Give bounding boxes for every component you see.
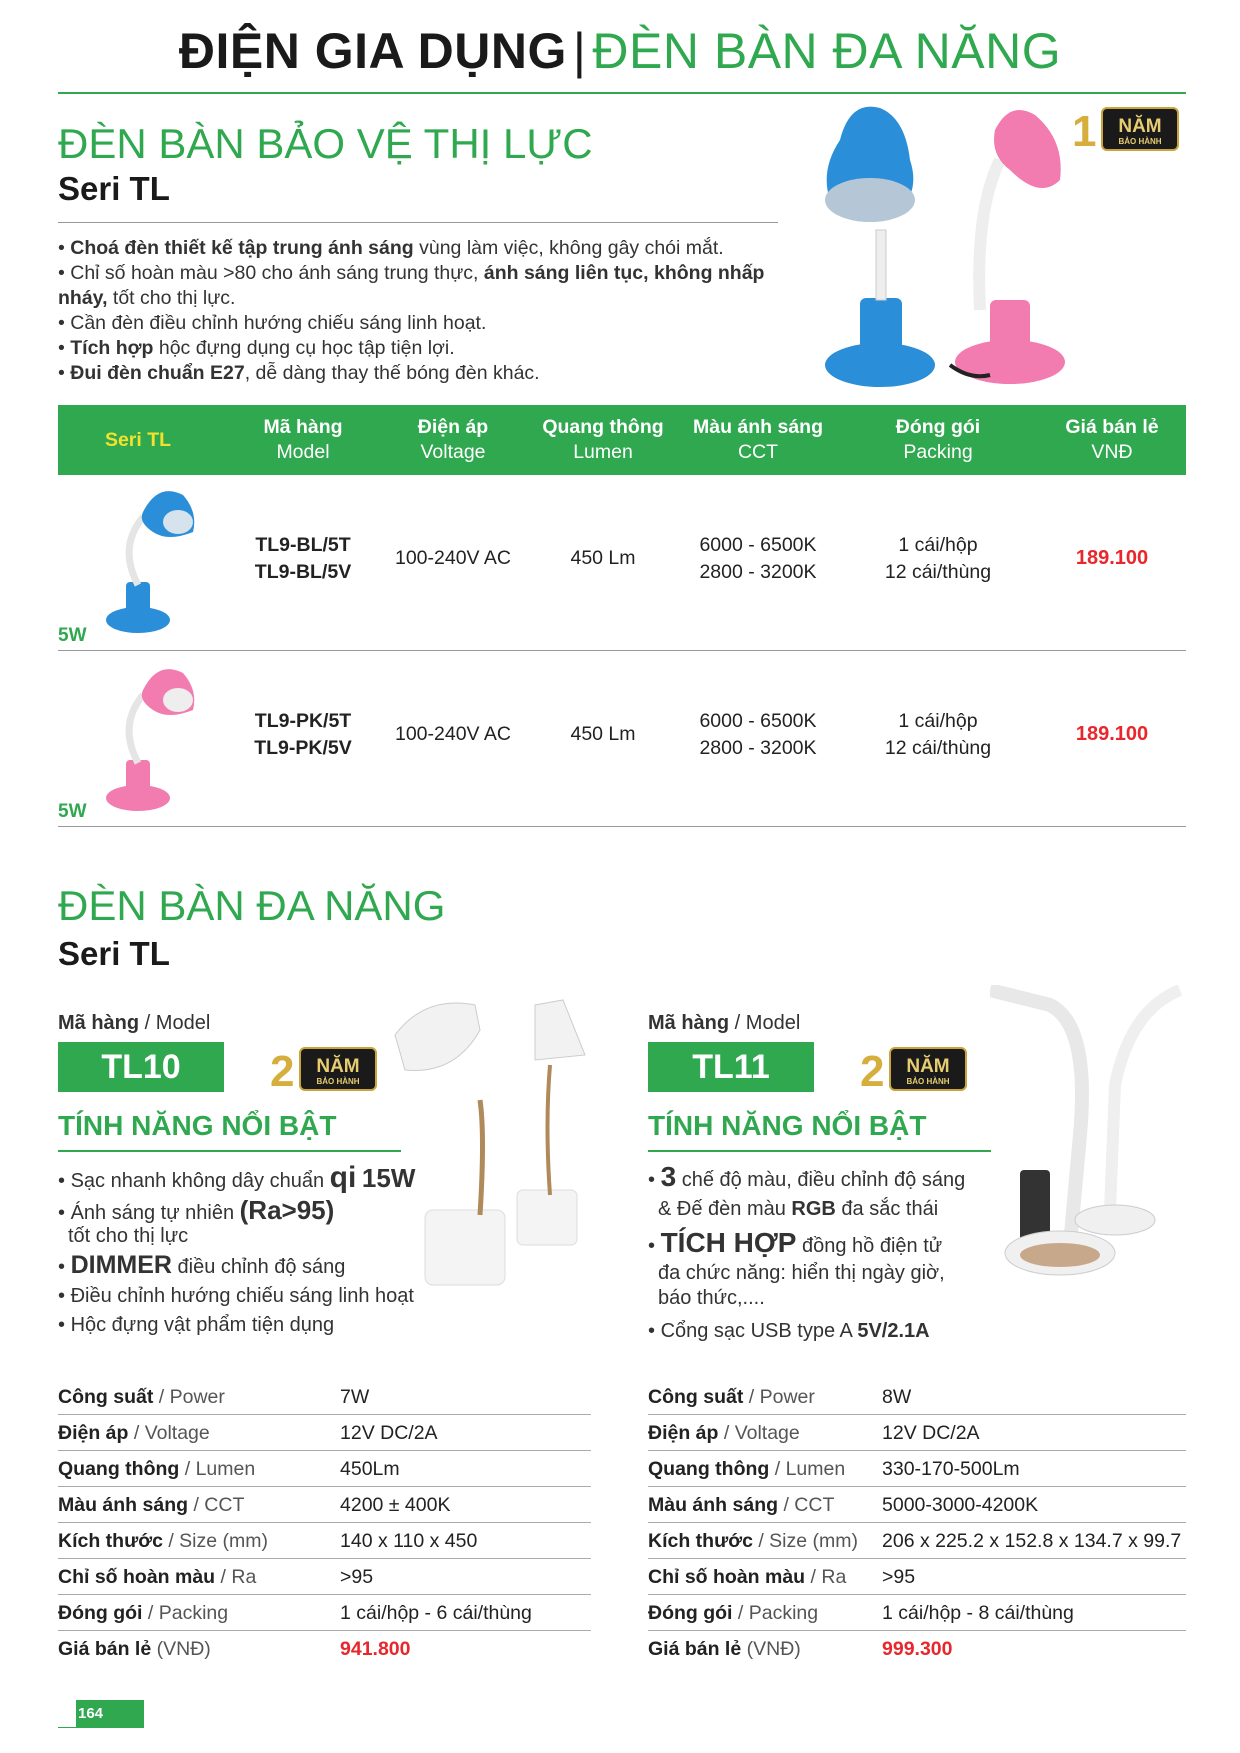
tl11-features-divider bbox=[648, 1150, 991, 1152]
spec-value: 1 cái/hộp - 6 cái/thùng bbox=[340, 1602, 532, 1624]
svg-text:NĂM: NĂM bbox=[1118, 116, 1162, 137]
svg-text:BẢO HÀNH: BẢO HÀNH bbox=[1118, 137, 1162, 146]
svg-text:2: 2 bbox=[270, 1047, 295, 1092]
th-voltage: Điện áp Voltage bbox=[417, 416, 489, 463]
warranty-number: 1 bbox=[1072, 107, 1097, 152]
svg-text:NĂM: NĂM bbox=[906, 1056, 950, 1077]
header-divider bbox=[58, 92, 1186, 94]
spec-value: 8W bbox=[882, 1386, 912, 1408]
spec-row bbox=[648, 1560, 1186, 1595]
spec-value: 330-170-500Lm bbox=[882, 1458, 1020, 1480]
bullet-3: • Cần đèn điều chỉnh hướng chiếu sáng linh hoạt. bbox=[58, 312, 487, 334]
section1-divider bbox=[58, 222, 778, 223]
product-table-header bbox=[58, 405, 1186, 475]
tl10-feature-2: • Ánh sáng tự nhiên (Ra>95) bbox=[58, 1195, 335, 1225]
tl11-feature-1: • 3 chế độ màu, điều chỉnh độ sáng bbox=[648, 1161, 966, 1192]
spec-key: Công suất / Power bbox=[58, 1386, 225, 1408]
tl10-model-label: Mã hàng / Model bbox=[58, 1012, 211, 1034]
svg-text:NĂM: NĂM bbox=[316, 1056, 360, 1077]
spec-value: >95 bbox=[882, 1566, 916, 1588]
lamp-thumbnail-blue bbox=[98, 477, 208, 637]
spec-value: 12V DC/2A bbox=[340, 1422, 438, 1444]
price-cell: 189.100 bbox=[1075, 547, 1149, 569]
warranty-badge-2-year bbox=[266, 1046, 378, 1092]
voltage-cell: 100-240V AC bbox=[394, 547, 511, 569]
section1-title: ĐÈN BÀN BẢO VỆ THỊ LỰC bbox=[58, 120, 593, 167]
spec-key: Kích thước / Size (mm) bbox=[58, 1530, 269, 1552]
spec-value: 450Lm bbox=[340, 1458, 400, 1480]
tl10-feature-2-line2: tốt cho thị lực bbox=[68, 1225, 189, 1247]
spec-key: Đóng gói / Packing bbox=[58, 1602, 229, 1624]
spec-value: 5000-3000-4200K bbox=[882, 1494, 1039, 1516]
spec-value: 7W bbox=[340, 1386, 370, 1408]
spec-key: Giá bán lẻ (VNĐ) bbox=[648, 1638, 801, 1660]
model-cell: TL9-PK/5T TL9-PK/5V bbox=[254, 710, 352, 759]
bullet-5: • Đui đèn chuẩn E27, dễ dàng thay thế bóng đèn khác. bbox=[58, 362, 540, 384]
tl10-model-badge: TL10 bbox=[58, 1042, 224, 1092]
tl10-feature-4: • Điều chỉnh hướng chiếu sáng linh hoạt bbox=[58, 1285, 414, 1307]
price-cell: 189.100 bbox=[1075, 723, 1149, 745]
tl10-features-title: TÍNH NĂNG NỔI BẬT bbox=[58, 1110, 337, 1141]
spec-value: 206 x 225.2 x 152.8 x 134.7 x 99.7 bbox=[882, 1530, 1182, 1552]
section1-series: Seri TL bbox=[58, 170, 170, 207]
spec-key: Công suất / Power bbox=[648, 1386, 815, 1408]
table-row bbox=[58, 475, 1186, 651]
spec-row bbox=[58, 1632, 591, 1666]
spec-row bbox=[648, 1524, 1186, 1559]
tl11-features bbox=[648, 1162, 1008, 1346]
page-number: 164 bbox=[76, 1700, 144, 1728]
svg-text:2: 2 bbox=[860, 1047, 885, 1092]
page-number-underline bbox=[58, 1727, 142, 1728]
spec-key: Chỉ số hoàn màu / Ra bbox=[58, 1566, 257, 1588]
section1-bullets bbox=[58, 236, 783, 386]
spec-row bbox=[648, 1452, 1186, 1487]
spec-row bbox=[58, 1488, 591, 1523]
tl11-model-label: Mã hàng / Model bbox=[648, 1012, 801, 1034]
section2-title: ĐÈN BÀN ĐA NĂNG bbox=[58, 882, 446, 929]
qi-icon: qi bbox=[329, 1161, 357, 1194]
tl11-feature-2: • TÍCH HỢP đồng hồ điện tử bbox=[648, 1227, 943, 1258]
header-subcategory: ĐÈN BÀN ĐA NĂNG bbox=[592, 23, 1062, 79]
packing-cell: 1 cái/hộp 12 cái/thùng bbox=[884, 534, 992, 583]
tl11-features-title: TÍNH NĂNG NỔI BẬT bbox=[648, 1110, 927, 1141]
tl11-feature-3: • Cổng sạc USB type A 5V/2.1A bbox=[648, 1320, 930, 1342]
section2-series: Seri TL bbox=[58, 935, 170, 972]
bullet-4: • Tích hợp hộc đựng dụng cụ học tập tiện lợi. bbox=[58, 337, 455, 359]
spec-row bbox=[648, 1416, 1186, 1451]
spec-row bbox=[58, 1596, 591, 1631]
bullet-1: • Choá đèn thiết kế tập trung ánh sáng vùng làm việc, không gây chói mắt. bbox=[58, 237, 724, 259]
page-header bbox=[0, 22, 1240, 80]
spec-value: 12V DC/2A bbox=[882, 1422, 980, 1444]
spec-row bbox=[58, 1524, 591, 1559]
tl10-feature-3: • DIMMER điều chỉnh độ sáng bbox=[58, 1251, 346, 1279]
spec-key: Màu ánh sáng / CCT bbox=[58, 1494, 245, 1516]
spec-value: 1 cái/hộp - 8 cái/thùng bbox=[882, 1602, 1074, 1624]
power-label: 5W bbox=[58, 801, 87, 822]
spec-row bbox=[648, 1380, 1186, 1415]
spec-key: Đóng gói / Packing bbox=[648, 1602, 819, 1624]
voltage-cell: 100-240V AC bbox=[394, 723, 511, 745]
spec-value: >95 bbox=[340, 1566, 374, 1588]
th-packing: Đóng gói Packing bbox=[895, 416, 981, 463]
spec-key: Điện áp / Voltage bbox=[648, 1422, 800, 1444]
tl11-feature-1-line2: & Đế đèn màu RGB đa sắc thái bbox=[658, 1198, 939, 1220]
spec-row bbox=[58, 1560, 591, 1595]
spec-key: Quang thông / Lumen bbox=[58, 1458, 256, 1480]
lumen-cell: 450 Lm bbox=[570, 723, 636, 745]
spec-key: Kích thước / Size (mm) bbox=[648, 1530, 859, 1552]
spec-key: Điện áp / Voltage bbox=[58, 1422, 210, 1444]
spec-value: 941.800 bbox=[340, 1638, 411, 1660]
th-model: Mã hàng Model bbox=[263, 416, 343, 463]
warranty-badge-1-year bbox=[1068, 106, 1180, 152]
header-category: ĐIỆN GIA DỤNG bbox=[178, 23, 567, 79]
spec-row bbox=[58, 1452, 591, 1487]
lamp-thumbnail-pink bbox=[98, 655, 208, 815]
spec-value: 999.300 bbox=[882, 1638, 953, 1660]
tl11-feature-2-line3: báo thức,.... bbox=[658, 1287, 765, 1309]
cct-cell: 6000 - 6500K 2800 - 3200K bbox=[699, 534, 817, 583]
spec-key: Màu ánh sáng / CCT bbox=[648, 1494, 835, 1516]
spec-row bbox=[58, 1416, 591, 1451]
lumen-cell: 450 Lm bbox=[570, 547, 636, 569]
hero-lamps-image bbox=[810, 100, 1070, 395]
tl10-features-divider bbox=[58, 1150, 401, 1152]
spec-row bbox=[648, 1488, 1186, 1523]
bullet-2: • Chỉ số hoàn màu >80 cho ánh sáng trung thực, ánh sáng liên tục, không nhấp nháy, tốt cho thị lực. bbox=[58, 262, 765, 309]
cct-cell: 6000 - 6500K 2800 - 3200K bbox=[699, 710, 817, 759]
tl10-feature-5: • Hộc đựng vật phẩm tiện dụng bbox=[58, 1314, 335, 1336]
th-seri: Seri TL bbox=[104, 429, 172, 451]
tl11-lamp-image bbox=[990, 985, 1188, 1285]
svg-text:BẢO HÀNH: BẢO HÀNH bbox=[316, 1077, 360, 1086]
spec-row bbox=[648, 1632, 1186, 1666]
spec-row bbox=[648, 1596, 1186, 1631]
th-price: Giá bán lẻ VNĐ bbox=[1065, 416, 1159, 463]
spec-value: 140 x 110 x 450 bbox=[340, 1530, 478, 1552]
spec-key: Giá bán lẻ (VNĐ) bbox=[58, 1638, 211, 1660]
th-lumen: Quang thông Lumen bbox=[542, 416, 664, 463]
spec-row bbox=[58, 1380, 591, 1415]
packing-cell: 1 cái/hộp 12 cái/thùng bbox=[884, 710, 992, 759]
tl10-feature-1: • Sạc nhanh không dây chuẩn qi 15W bbox=[58, 1161, 416, 1194]
header-separator: | bbox=[572, 23, 587, 79]
spec-key: Chỉ số hoàn màu / Ra bbox=[648, 1566, 847, 1588]
power-label: 5W bbox=[58, 625, 87, 646]
table-row bbox=[58, 651, 1186, 827]
svg-text:BẢO HÀNH: BẢO HÀNH bbox=[906, 1077, 950, 1086]
th-cct: Màu ánh sáng CCT bbox=[692, 416, 824, 463]
tl11-model-badge: TL11 bbox=[648, 1042, 814, 1092]
warranty-badge-2-year bbox=[856, 1046, 968, 1092]
spec-value: 4200 ± 400K bbox=[340, 1494, 451, 1516]
tl11-feature-2-line2: đa chức năng: hiển thị ngày giờ, bbox=[658, 1262, 945, 1284]
spec-key: Quang thông / Lumen bbox=[648, 1458, 846, 1480]
model-cell: TL9-BL/5T TL9-BL/5V bbox=[254, 534, 352, 583]
tl10-lamp-image bbox=[385, 985, 595, 1295]
